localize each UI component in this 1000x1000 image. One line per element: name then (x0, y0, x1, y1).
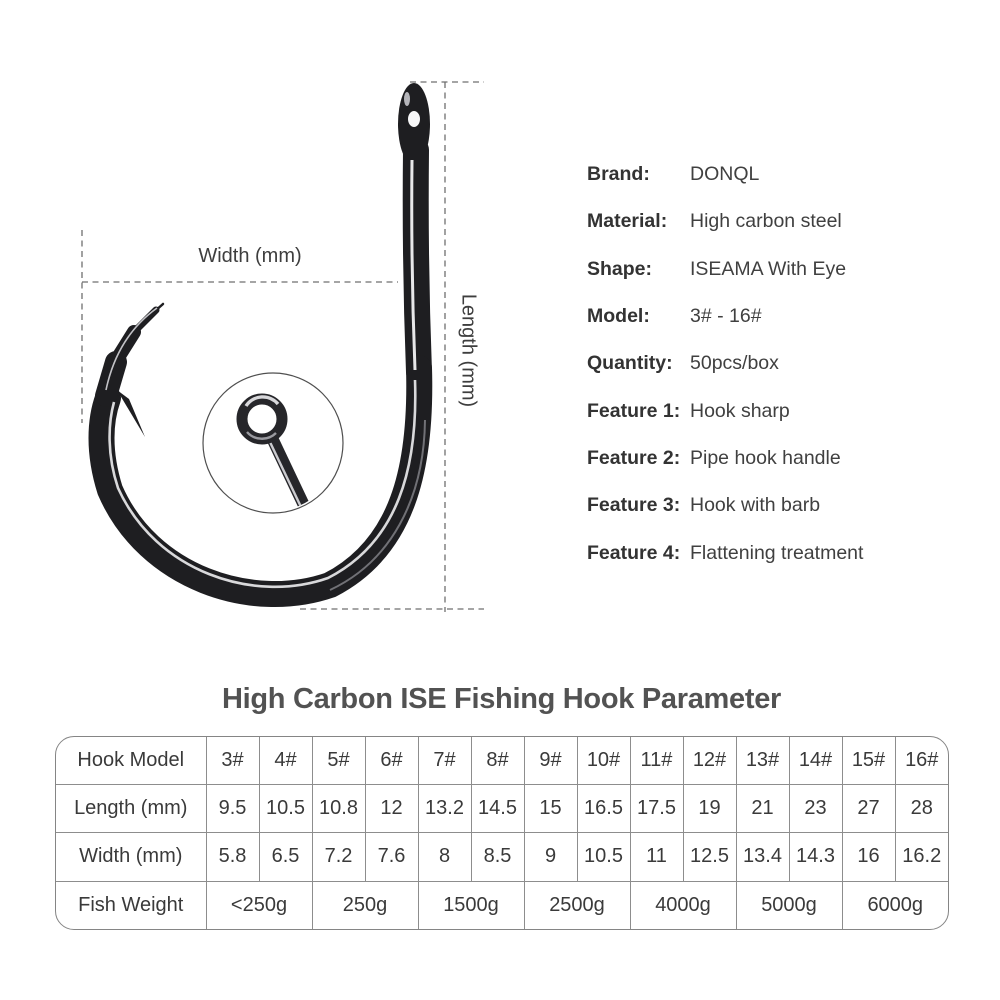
spec-row-quantity (587, 340, 863, 387)
table-cell: 12.5 (683, 833, 736, 881)
table-cell: 15# (842, 737, 895, 785)
table-cell: 7.6 (365, 833, 418, 881)
table-cell: 16# (895, 737, 948, 785)
spec-value: Hook sharp (690, 399, 790, 422)
table-cell: 15 (524, 785, 577, 833)
table-cell-merged: 250g (312, 881, 418, 929)
table-cell: 10# (577, 737, 630, 785)
spec-value: ISEAMA With Eye (690, 257, 847, 280)
hook-barb (117, 390, 145, 437)
table-cell: 13# (736, 737, 789, 785)
spec-row-material (587, 198, 863, 245)
spec-label: Feature 2: (587, 446, 681, 469)
row-header-width: Width (mm) (56, 833, 206, 881)
table-cell: 8# (471, 737, 524, 785)
spec-label: Feature 4: (587, 541, 681, 564)
table-cell: 23 (789, 785, 842, 833)
hook-shank (416, 150, 419, 372)
table-cell: 6# (365, 737, 418, 785)
table-cell: 7# (418, 737, 471, 785)
row-header-length: Length (mm) (56, 785, 206, 833)
table-cell: 4# (259, 737, 312, 785)
table-cell: 9 (524, 833, 577, 881)
table-cell: 10.5 (577, 833, 630, 881)
table-cell: 7.2 (312, 833, 365, 881)
table-cell-merged: 5000g (736, 881, 842, 929)
spec-value: Hook with barb (690, 494, 821, 517)
spec-row-feature-3 (587, 482, 863, 529)
spec-value: Pipe hook handle (690, 446, 841, 469)
table-cell: 17.5 (630, 785, 683, 833)
table-cell: 14# (789, 737, 842, 785)
spec-list (587, 151, 863, 577)
table-cell: 13.2 (418, 785, 471, 833)
table-cell: 6.5 (259, 833, 312, 881)
spec-row-shape (587, 246, 863, 293)
table-cell: 12# (683, 737, 736, 785)
table-cell: 13.4 (736, 833, 789, 881)
table-row-length (56, 785, 948, 833)
hook-point-upper (132, 310, 156, 334)
table-cell-merged: 4000g (630, 881, 736, 929)
spec-label: Quantity: (587, 352, 673, 375)
table-cell-merged: 2500g (524, 881, 630, 929)
table-cell-merged: 1500g (418, 881, 524, 929)
spec-row-brand (587, 151, 863, 198)
spec-row-model (587, 293, 863, 340)
parameter-table-title: High Carbon ISE Fishing Hook Parameter (221, 683, 782, 715)
fishing-hook-illustration (102, 83, 431, 594)
spec-row-feature-1 (587, 387, 863, 434)
table-cell: 3# (206, 737, 259, 785)
spec-label: Material: (587, 210, 668, 233)
table-row-hook-model (56, 737, 948, 785)
table-cell: 8.5 (471, 833, 524, 881)
spec-row-feature-4 (587, 529, 863, 576)
table-row-width (56, 833, 948, 881)
table-cell: 10.8 (312, 785, 365, 833)
spec-row-feature-2 (587, 435, 863, 482)
hook-eye-hole (408, 111, 420, 127)
hook-eye-magnifier (203, 373, 343, 516)
length-dimension-label: Length (mm) (457, 293, 480, 408)
table-cell: 12 (365, 785, 418, 833)
table-cell-merged: 6000g (842, 881, 948, 929)
table-cell: 14.5 (471, 785, 524, 833)
table-cell: 19 (683, 785, 736, 833)
table-cell: 11# (630, 737, 683, 785)
table-cell: 5.8 (206, 833, 259, 881)
spec-label: Feature 3: (587, 494, 681, 517)
table-cell: 14.3 (789, 833, 842, 881)
table-cell: 11 (630, 833, 683, 881)
spec-label: Brand: (587, 163, 650, 186)
spec-value: 50pcs/box (690, 352, 779, 375)
row-header-hook-model: Hook Model (77, 749, 185, 772)
table-cell: 28 (895, 785, 948, 833)
table-cell: 16 (842, 833, 895, 881)
table-cell: 16.2 (895, 833, 948, 881)
spec-value: Flattening treatment (690, 541, 864, 564)
table-cell: 9.5 (206, 785, 259, 833)
table-cell: 27 (842, 785, 895, 833)
table-cell: 10.5 (259, 785, 312, 833)
row-header-fish-weight: Fish Weight (56, 881, 206, 929)
spec-value: 3# - 16# (690, 305, 762, 328)
spec-label: Model: (587, 305, 650, 328)
spec-value: High carbon steel (690, 210, 842, 233)
table-cell: 5# (312, 737, 365, 785)
width-dimension-label: Width (mm) (198, 245, 302, 267)
spec-value: DONQL (690, 163, 760, 186)
table-cell: 8 (418, 833, 471, 881)
spec-label: Shape: (587, 257, 653, 280)
table-cell: 16.5 (577, 785, 630, 833)
table-row-fish-weight (56, 881, 948, 929)
table-cell: 21 (736, 785, 789, 833)
table-cell-merged: <250g (206, 881, 312, 929)
table-cell: 9# (524, 737, 577, 785)
parameter-table (55, 736, 949, 930)
hook-eye-sheen (404, 92, 410, 106)
spec-label: Feature 1: (587, 399, 681, 422)
